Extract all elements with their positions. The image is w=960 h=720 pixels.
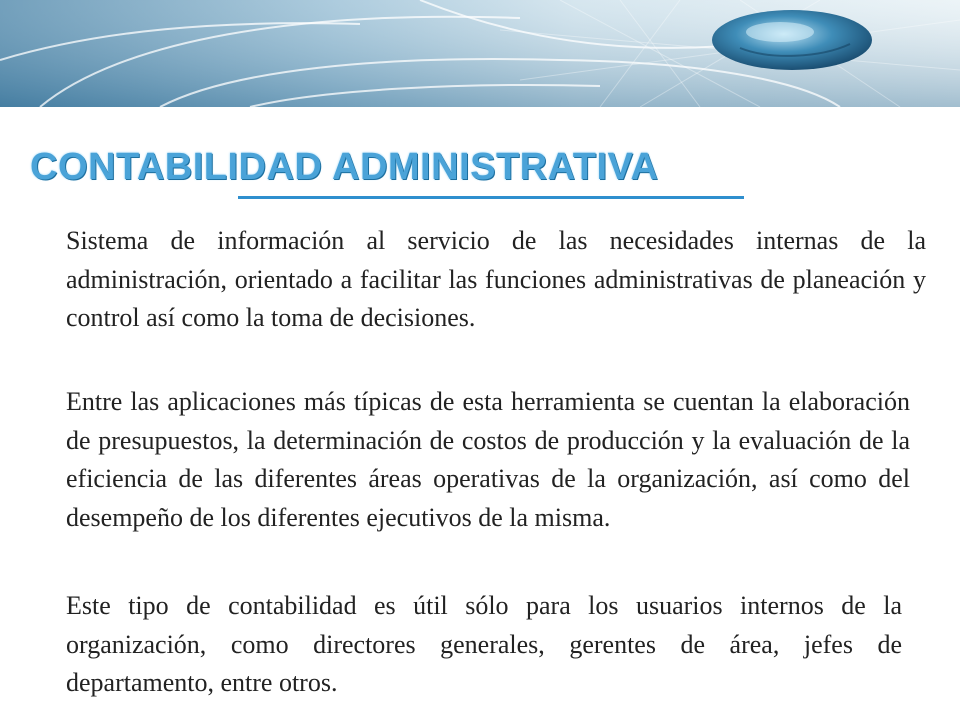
banner-graphic [0,0,960,107]
slide-title: CONTABILIDAD ADMINISTRATIVA [30,146,659,188]
title-underline [238,196,744,199]
paragraph-users: Este tipo de contabilidad es útil sólo para los usuarios internos de la organización, como directores generales, gerentes de área, jefes de departamento, entre otros. [66,591,902,697]
paragraph-definition: Sistema de información al servicio de las necesidades internas de la administración, orientado a facilitar las funciones administrativas de planeación y control así como la toma de decisiones. [66,226,926,332]
paragraph-applications: Entre las aplicaciones más típicas de esta herramienta se cuentan la elaboración de presupuestos, la determinación de costos de producción y la evaluación de la eficiencia de las diferentes áreas operativas de la organización, así como del desempeño de los diferentes ejecutivos de la misma. [66,387,910,532]
header-banner [0,0,960,107]
